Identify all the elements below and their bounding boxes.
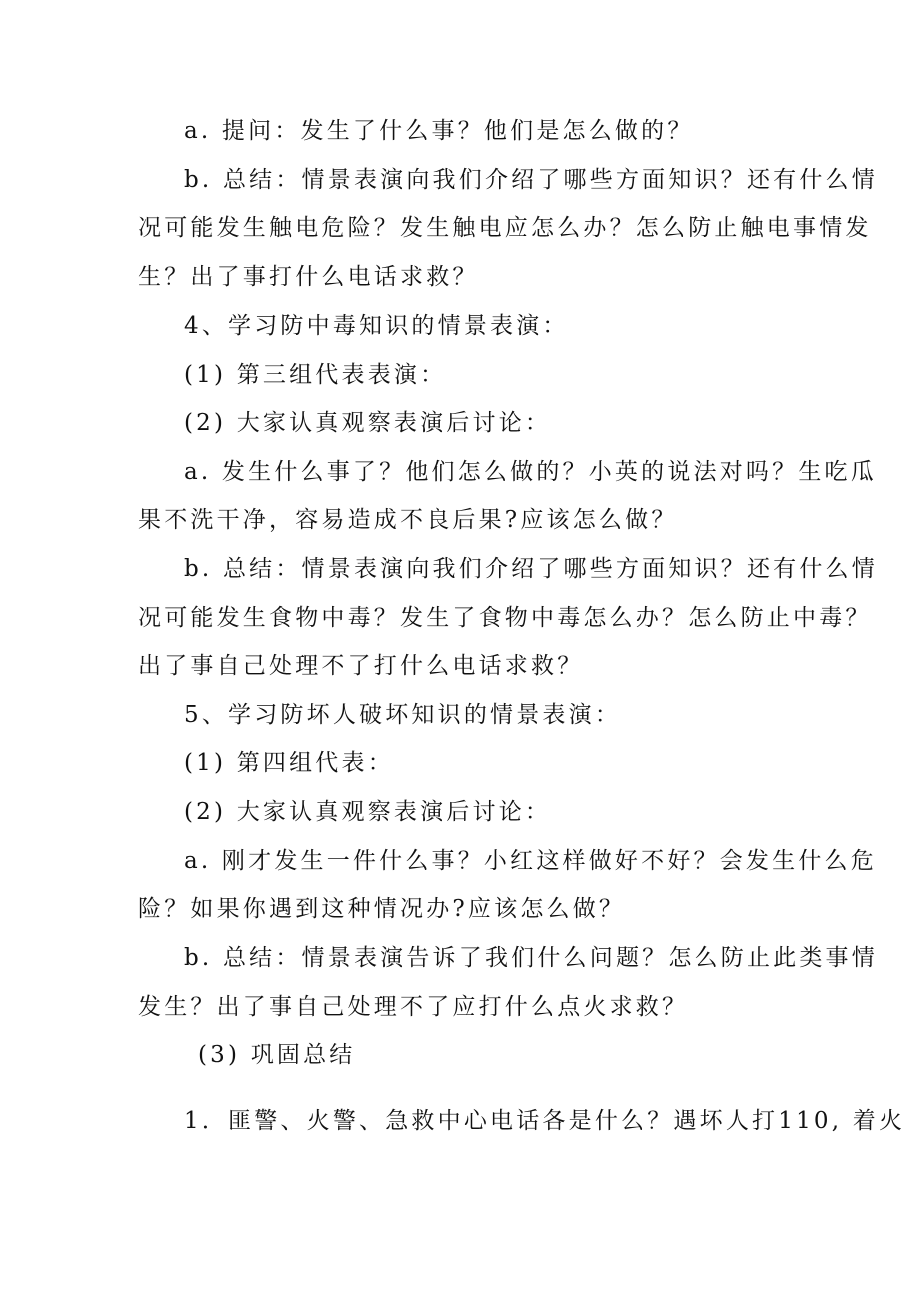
section-heading: 5、学习防坏人破坏知识的情景表演： [184, 702, 622, 728]
text-line: (1) 第三组代表表演： [184, 362, 447, 388]
text-line: 发生？出了事自己处理不了应打什么点火求救？ [138, 994, 689, 1020]
text-line: a. 提问：发生了什么事？他们是怎么做的？ [184, 118, 694, 144]
text-line: 果不洗干净，容易造成不良后果?应该怎么做？ [138, 507, 678, 533]
text-line: 1．匪警、火警、急救中心电话各是什么？遇坏人打110, 着火 [184, 1108, 906, 1134]
text-line: (3) 巩固总结 [198, 1042, 356, 1068]
text-line: b. 总结：情景表演告诉了我们什么问题？怎么防止此类事情 [184, 945, 878, 971]
text-line: a. 刚才发生一件什么事？小红这样做好不好？会发生什么危 [184, 848, 877, 874]
text-line: a. 发生什么事了？他们怎么做的？小英的说法对吗？生吃瓜 [184, 459, 877, 485]
text-line: (1) 第四组代表： [184, 750, 394, 776]
section-heading: 4、学习防中毒知识的情景表演： [184, 313, 569, 339]
text-line: 险？如果你遇到这种情况办?应该怎么做？ [138, 896, 626, 922]
text-line: (2) 大家认真观察表演后讨论： [184, 410, 552, 436]
text-line: (2) 大家认真观察表演后讨论： [184, 799, 552, 825]
text-line: b. 总结：情景表演向我们介绍了哪些方面知识？还有什么情 [184, 556, 878, 582]
text-line: 出了事自己处理不了打什么电话求救？ [138, 653, 584, 679]
text-line: 况可能发生食物中毒？发生了食物中毒怎么办？怎么防止中毒？ [138, 605, 872, 631]
text-line: 生？出了事打什么电话求救？ [138, 264, 479, 290]
text-line: 况可能发生触电危险？发生触电应怎么办？怎么防止触电事情发 [138, 215, 872, 241]
text-line: b. 总结：情景表演向我们介绍了哪些方面知识？还有什么情 [184, 167, 878, 193]
